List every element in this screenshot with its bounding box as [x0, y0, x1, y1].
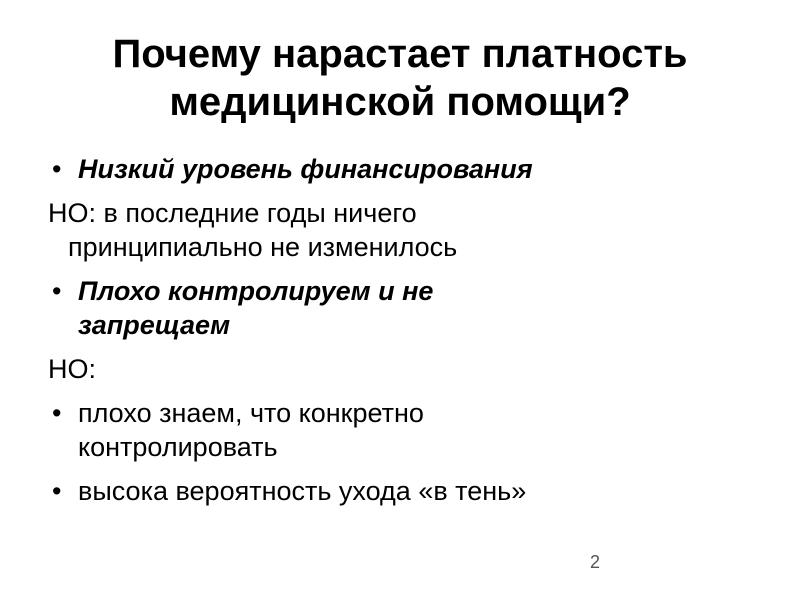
note-nothing-changed	[48, 196, 748, 264]
note-but	[48, 352, 748, 386]
bullet-item-shadow	[48, 474, 748, 508]
slide-title-line-2: медицинской помощи?	[169, 80, 631, 124]
note-nothing-changed-line-2: принципиально не изменилось	[68, 232, 458, 262]
bullet-text-low-funding: Низкий уровень финансирования	[78, 154, 533, 184]
bullet-text-poor-control-line-2: запрещаем	[78, 310, 231, 340]
bullet-icon: •	[52, 276, 62, 306]
page-number: 2	[589, 552, 600, 572]
slide-title	[40, 30, 760, 126]
bullet-text-poor-control-line-1: Плохо контролируем и не	[78, 276, 434, 306]
bullet-item-poor-control	[48, 274, 748, 342]
bullet-text-poor-control	[78, 276, 433, 340]
bullet-text-what-to-control-line-2: контролировать	[78, 432, 278, 462]
note-nothing-changed-line-1: НО: в последние годы ничего	[48, 198, 417, 228]
slide-title-line-1: Почему нарастает платность	[112, 32, 688, 76]
bullet-item-what-to-control	[48, 396, 748, 464]
bullet-icon: •	[52, 476, 62, 506]
bullet-item-low-funding	[48, 152, 748, 186]
slide-body	[48, 152, 748, 518]
bullet-text-what-to-control	[78, 398, 424, 462]
bullet-text-what-to-control-line-1: плохо знаем, что конкретно	[78, 398, 424, 428]
bullet-text-shadow: высока вероятность ухода «в тень»	[78, 476, 527, 506]
note-but-text: НО:	[48, 354, 97, 384]
bullet-icon: •	[52, 398, 62, 428]
bullet-icon: •	[52, 154, 62, 184]
